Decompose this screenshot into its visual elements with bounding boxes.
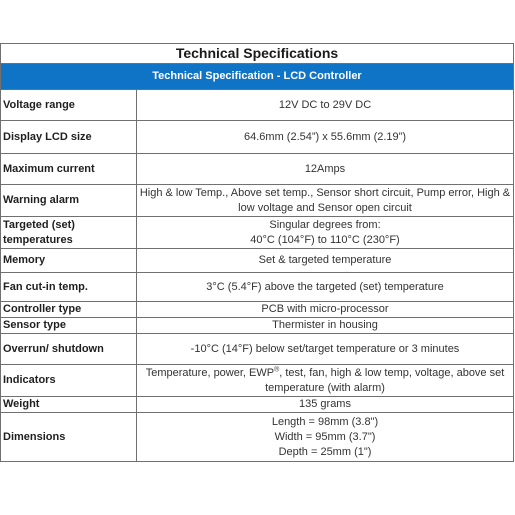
row-value	[137, 154, 514, 185]
section-banner: Technical Specification - LCD Controller	[1, 64, 514, 90]
table-title: Technical Specifications	[1, 44, 514, 64]
spec-sheet	[0, 43, 514, 462]
row-label: Memory	[1, 249, 137, 273]
registered-mark: ®	[274, 365, 280, 373]
row-value	[137, 334, 514, 365]
row-label: Maximum current	[1, 154, 137, 185]
value-text: , test, fan, high & low temp, voltage, above set temperature (with alarm)	[265, 366, 505, 394]
value-text: Temperature, power, EWP	[145, 366, 275, 379]
value-line: Length = 98mm (3.8")	[271, 415, 379, 428]
value-line: 40°C (104°F) to 110°C (230°F)	[250, 233, 400, 246]
table-row	[1, 334, 514, 365]
table-row	[1, 185, 514, 217]
value-line: 3°C (5.4°F) above the targeted (set) temperature	[206, 280, 444, 293]
row-value	[137, 185, 514, 217]
row-label: Overrun/ shutdown	[1, 334, 137, 365]
value-line: Width = 95mm (3.7")	[274, 430, 376, 443]
value-line: Depth = 25mm (1")	[278, 445, 372, 458]
table-row	[1, 302, 514, 318]
row-label: Display LCD size	[1, 121, 137, 154]
table-row	[1, 318, 514, 334]
table-row	[1, 249, 514, 273]
row-value	[137, 318, 514, 334]
row-label: Indicators	[1, 365, 137, 397]
value-line: Set & targeted temperature	[258, 254, 392, 266]
table-row	[1, 273, 514, 302]
row-value	[137, 365, 514, 397]
row-value	[137, 397, 514, 413]
value-line: 12Amps	[304, 162, 346, 175]
value-line: 64.6mm (2.54”) x 55.6mm (2.19”)	[244, 130, 406, 143]
banner-row	[1, 64, 514, 90]
row-label: Warning alarm	[1, 185, 137, 217]
table-row	[1, 413, 514, 462]
row-label: Sensor type	[1, 318, 137, 334]
value-line: Singular degrees from:	[269, 218, 381, 231]
value-line: 135 grams	[299, 398, 351, 410]
row-value	[137, 90, 514, 121]
title-row	[1, 44, 514, 64]
value-line: -10°C (14°F) below set/target temperature or 3 minutes	[190, 342, 460, 355]
row-label: Fan cut-in temp.	[1, 273, 137, 302]
value-line: PCB with micro-processor	[261, 303, 389, 315]
value-line: Thermister in housing	[272, 319, 378, 331]
row-value	[137, 121, 514, 154]
table-row	[1, 154, 514, 185]
row-value	[137, 413, 514, 462]
value-line: 12V DC to 29V DC	[278, 98, 372, 111]
row-label: Voltage range	[1, 90, 137, 121]
row-label: Dimensions	[1, 413, 137, 462]
value-line: High & low Temp., Above set temp., Sensor short circuit, Pump error, High & low voltage and Sensor open circuit	[139, 186, 511, 214]
table-row	[1, 121, 514, 154]
table-row	[1, 90, 514, 121]
table-row	[1, 397, 514, 413]
row-value	[137, 302, 514, 318]
row-value	[137, 217, 514, 249]
table-row	[1, 365, 514, 397]
row-label: Targeted (set) temperatures	[1, 217, 137, 249]
row-value	[137, 273, 514, 302]
row-label: Weight	[1, 397, 137, 413]
row-label: Controller type	[1, 302, 137, 318]
spec-table	[0, 43, 514, 462]
table-row	[1, 217, 514, 249]
row-value	[137, 249, 514, 273]
